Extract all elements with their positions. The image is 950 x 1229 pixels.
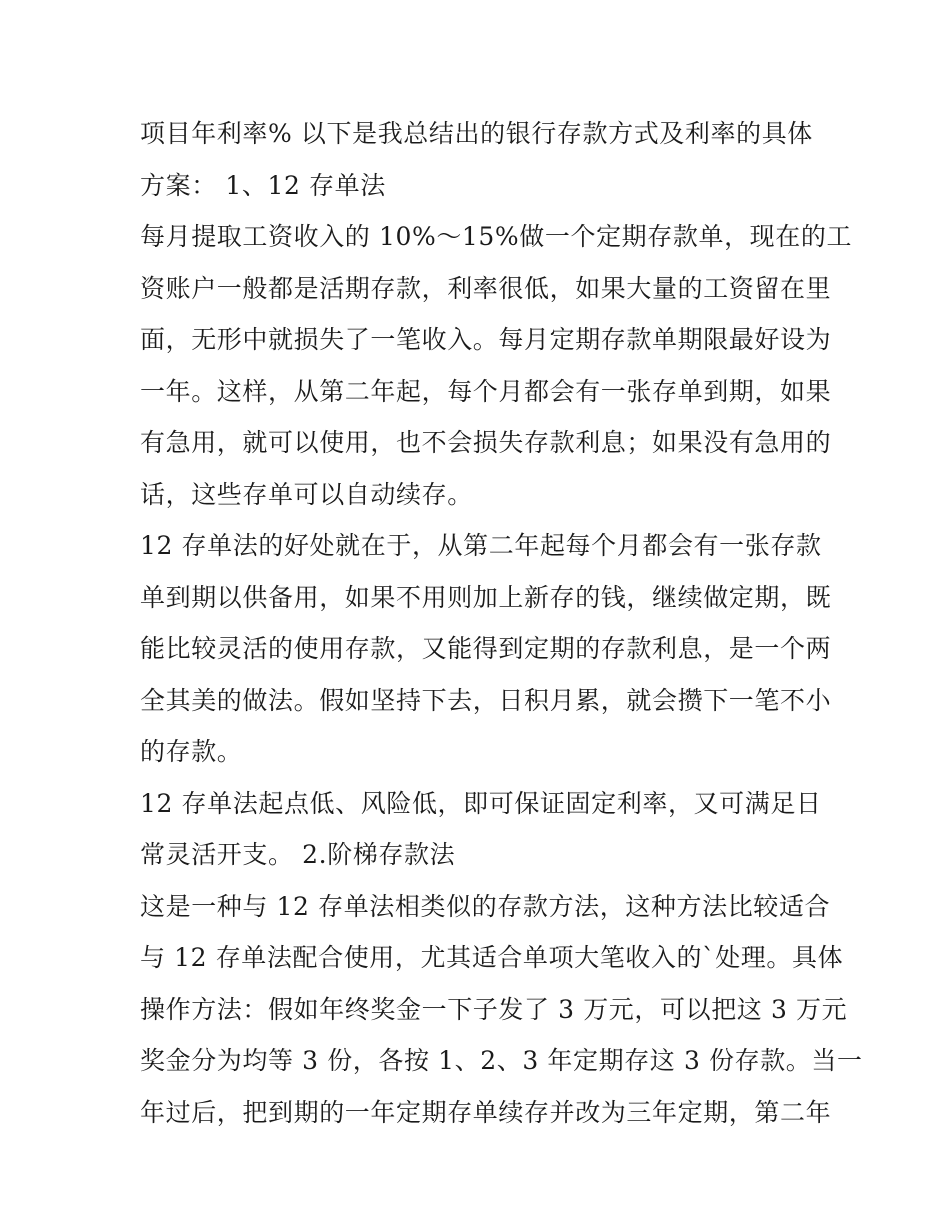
text-line: 项目年利率% 以下是我总结出的银行存款方式及利率的具体 [140,119,813,148]
text-line: 面，无形中就损失了一笔收入。每月定期存款单期限最好设为 [140,325,832,354]
document-body [140,108,863,1138]
text-line: 能比较灵活的使用存款，又能得到定期的存款利息，是一个两 [140,634,832,663]
text-line: 年过后，把到期的一年定期存单续存并改为三年定期，第二年 [140,1097,832,1127]
text-line: 的存款。 [140,737,243,766]
text-line: 一年。这样，从第二年起，每个月都会有一张存单到期，如果 [140,376,832,406]
text-line: 每月提取工资收入的 10%～15%做一个定期存款单，现在的工 [140,222,853,251]
text-line: 方案： 1、12 存单法 [140,170,386,200]
text-line: 12 存单法起点低、风险低，即可保证固定利率，又可满足日 [140,788,822,818]
text-line: 话，这些存单可以自动续存。 [140,479,473,509]
text-line: 单到期以供备用，如果不用则加上新存的钱，继续做定期，既 [140,582,832,612]
text-line: 奖金分为均等 3 份，各按 1、2、3 年定期存这 3 份存款。当一 [140,1046,863,1075]
text-line: 操作方法：假如年终奖金一下子发了 3 万元，可以把这 3 万元 [140,994,848,1024]
text-line: 常灵活开支。 2.阶梯存款法 [140,840,456,869]
text-line: 12 存单法的好处就在于，从第二年起每个月都会有一张存款 [140,531,822,560]
text-line: 与 12 存单法配合使用，尤其适合单项大笔收入的`处理。具体 [140,943,844,972]
text-line: 这是一种与 12 存单法相类似的存款方法，这种方法比较适合 [140,891,831,921]
text-line: 资账户一般都是活期存款，利率很低，如果大量的工资留在里 [140,273,832,303]
text-line: 全其美的做法。假如坚持下去，日积月累，就会攒下一笔不小 [140,685,832,715]
text-line: 有急用，就可以使用，也不会损失存款利息；如果没有急用的 [140,428,832,457]
